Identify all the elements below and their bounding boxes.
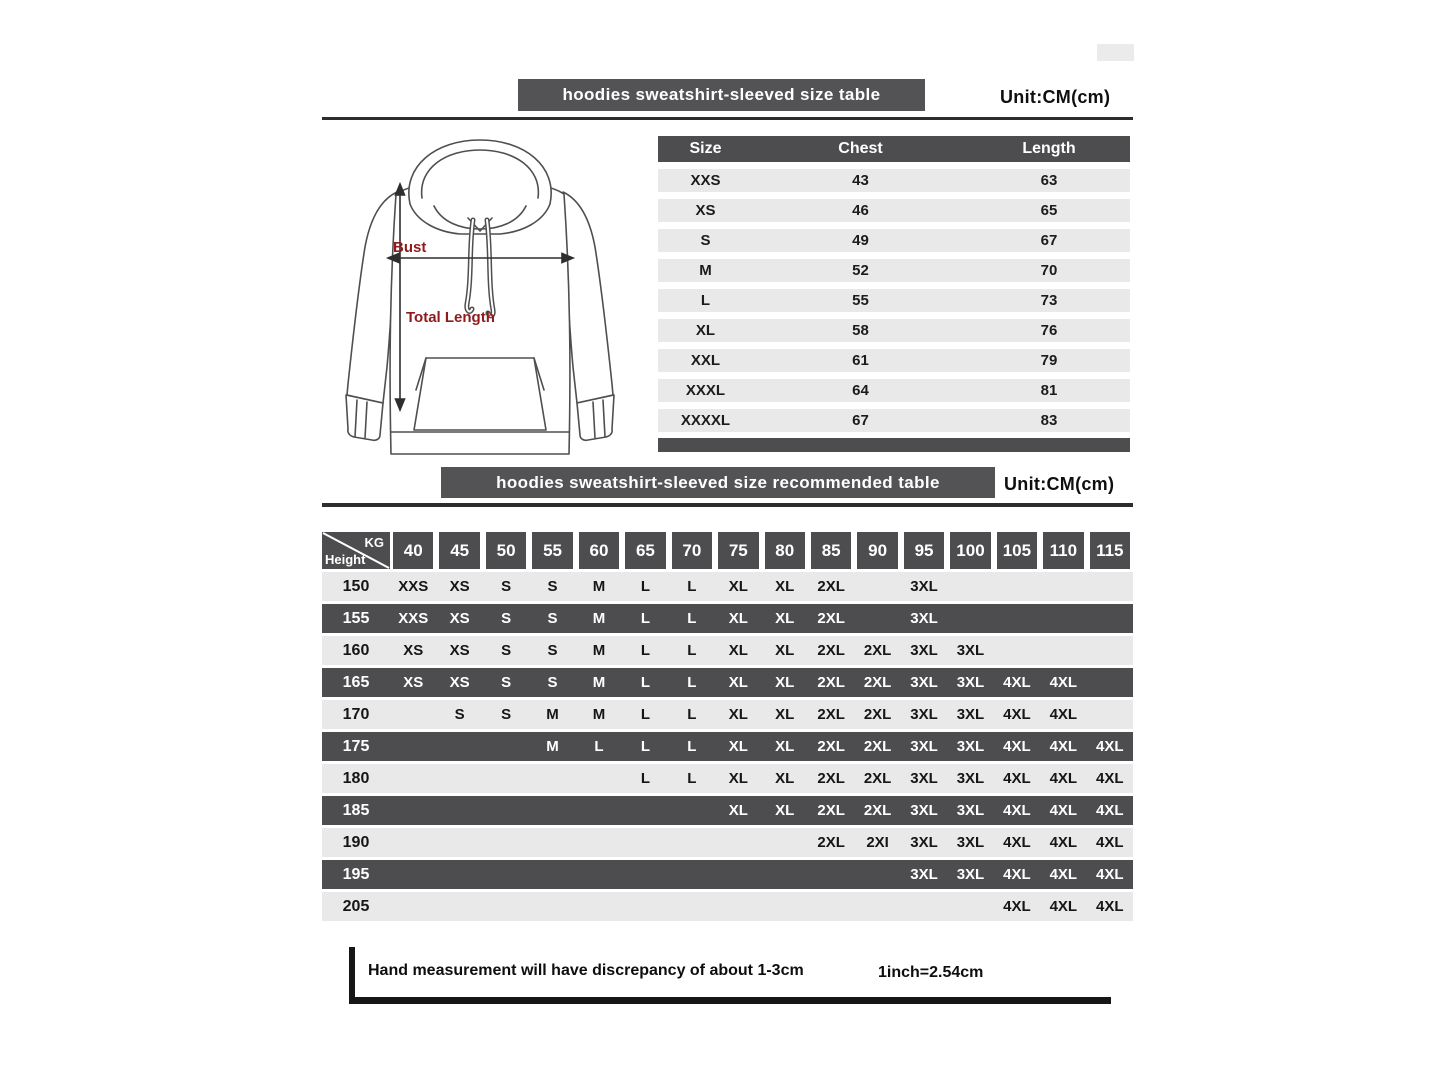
recommended-size-cell: XL (728, 770, 748, 787)
recommended-size-cell: 3XL (910, 674, 938, 691)
row-height-cell: 190 (342, 833, 370, 851)
recommended-size-cell: XL (775, 706, 795, 723)
weight-header-cell: 85 (811, 532, 851, 569)
recommended-size-cell: XL (775, 674, 795, 691)
weight-header-cell: 50 (486, 532, 526, 569)
chest-cell: 58 (852, 322, 869, 339)
recommended-size-cell: XL (728, 642, 748, 659)
recommended-row (322, 732, 1133, 761)
weight-header-cell: 115 (1090, 532, 1130, 569)
size-table-row (658, 229, 1130, 252)
size-cell: M (699, 262, 712, 279)
recommended-size-cell: 4XL (1049, 866, 1078, 883)
bust-label: Bust (393, 239, 427, 256)
chest-cell: 67 (852, 412, 869, 429)
size-table-row (658, 259, 1130, 282)
weight-header-cell: 95 (904, 532, 944, 569)
size-table-row (658, 409, 1130, 432)
size-cell: XXS (690, 172, 721, 189)
size-column-header: Size (689, 140, 722, 157)
recommended-row (322, 636, 1133, 665)
hoodie-pocket (414, 358, 546, 430)
recommended-size-cell: XS (449, 578, 470, 595)
recommended-size-cell: 4XL (1003, 770, 1031, 787)
recommended-size-cell: XXS (398, 578, 429, 595)
row-height-cell: 165 (342, 673, 370, 691)
chest-cell: 52 (852, 262, 869, 279)
recommended-size-cell: L (687, 738, 697, 755)
recommended-row (322, 860, 1133, 889)
recommended-size-cell: 3XL (910, 770, 938, 787)
weight-header-cell: 80 (765, 532, 805, 569)
footer-border-horizontal (349, 997, 1111, 1004)
recommended-size-cell: 4XL (1003, 706, 1031, 723)
length-cell: 65 (1040, 202, 1058, 219)
size-cell: XS (695, 202, 716, 219)
recommended-size-cell: L (687, 674, 697, 691)
weight-header-cell: 65 (625, 532, 665, 569)
recommended-size-cell: 3XL (956, 770, 985, 787)
row-height-cell: 195 (342, 865, 370, 883)
recommended-size-cell: 4XL (1049, 770, 1078, 787)
chest-cell: 55 (852, 292, 869, 309)
weight-header-cell: 75 (718, 532, 758, 569)
recommended-size-cell: XS (403, 674, 424, 691)
recommended-size-cell: XL (775, 578, 795, 595)
recommended-size-cell: L (640, 578, 650, 595)
recommended-size-cell: 4XL (1096, 770, 1124, 787)
recommended-size-cell: 4XL (1096, 802, 1124, 819)
recommended-size-cell: S (547, 642, 558, 659)
recommended-size-cell: 2XL (817, 674, 845, 691)
recommended-size-cell: 2XL (817, 802, 845, 819)
recommended-size-cell: 3XL (910, 834, 938, 851)
chest-cell: 61 (852, 352, 869, 369)
length-cell: 83 (1040, 412, 1058, 429)
length-column-header: Length (1022, 140, 1076, 157)
recommended-size-cell: 3XL (956, 674, 985, 691)
hoodie-measurement-diagram (330, 132, 630, 462)
weight-header-cell: 110 (1043, 532, 1083, 569)
recommended-size-cell: XL (728, 610, 748, 627)
footer-border-vertical (349, 947, 355, 1004)
recommended-size-cell: 4XL (1003, 802, 1031, 819)
weight-header-cell: 40 (393, 532, 433, 569)
kg-label: KG (364, 535, 384, 550)
size-cell: XXXXL (680, 412, 731, 429)
recommended-table-header (322, 532, 1133, 569)
recommended-size-cell: S (454, 706, 465, 723)
row-height-cell: 160 (342, 641, 370, 659)
recommended-row (322, 764, 1133, 793)
size-table-header (658, 136, 1130, 162)
recommended-table-body (322, 572, 1133, 921)
length-cell: 73 (1040, 292, 1058, 309)
row-height-cell: 170 (342, 705, 370, 723)
weight-header-cell: 100 (950, 532, 990, 569)
recommended-size-cell: 2XL (863, 770, 892, 787)
recommended-size-cell: 2XL (863, 738, 892, 755)
recommended-size-cell: 3XL (910, 610, 938, 627)
length-cell: 63 (1040, 172, 1058, 189)
recommended-row (322, 604, 1133, 633)
recommended-size-cell: L (640, 642, 650, 659)
recommended-table-unit-label: Unit:CM(cm) (1004, 474, 1115, 494)
recommended-size-cell: S (547, 578, 558, 595)
recommended-size-cell: L (687, 642, 697, 659)
recommended-size-cell: 4XL (1049, 834, 1078, 851)
chest-cell: 43 (852, 172, 869, 189)
size-cell: XXL (690, 352, 721, 369)
recommended-size-cell: L (687, 706, 697, 723)
recommended-size-cell: 4XL (1096, 898, 1124, 915)
size-table-row (658, 349, 1130, 372)
recommended-size-cell: XL (728, 802, 748, 819)
recommended-size-cell: S (501, 674, 512, 691)
recommended-size-cell: 2XL (863, 706, 892, 723)
inch-conversion-note: 1inch=2.54cm (878, 964, 984, 981)
recommended-size-cell: XL (775, 802, 795, 819)
weight-header-cell: 45 (439, 532, 479, 569)
hoodie-hood (409, 140, 551, 234)
recommended-size-cell: L (640, 770, 650, 787)
weight-header-cell: 55 (532, 532, 572, 569)
size-table (658, 136, 1130, 452)
recommended-size-cell: L (640, 706, 650, 723)
recommended-size-cell: 3XL (956, 866, 985, 883)
recommended-size-cell: M (592, 642, 606, 659)
length-cell: 81 (1040, 382, 1058, 399)
recommended-size-cell: 2XL (817, 642, 845, 659)
row-height-cell: 175 (342, 737, 370, 755)
measurement-discrepancy-note: Hand measurement will have discrepancy of about 1-3cm (368, 962, 804, 979)
row-height-cell: 155 (342, 609, 370, 627)
recommended-size-cell: XL (728, 674, 748, 691)
recommended-size-cell: XS (403, 642, 424, 659)
row-height-cell: 180 (342, 769, 370, 787)
recommended-size-cell: L (687, 578, 697, 595)
recommended-row (322, 892, 1133, 921)
weight-header-cell: 70 (672, 532, 712, 569)
length-cell: 76 (1040, 322, 1058, 339)
recommended-size-cell: M (546, 738, 559, 755)
recommended-size-cell: 4XL (1049, 674, 1078, 691)
recommended-size-cell: 3XL (956, 738, 985, 755)
recommended-size-cell: 4XL (1049, 898, 1078, 915)
recommended-size-cell: 3XL (910, 866, 938, 883)
recommended-size-cell: S (501, 706, 512, 723)
recommended-size-cell: XS (449, 642, 470, 659)
recommended-size-cell: S (501, 610, 512, 627)
recommended-size-cell: M (592, 610, 606, 627)
recommended-size-cell: 4XL (1096, 834, 1124, 851)
recommended-size-cell: 3XL (956, 802, 985, 819)
size-table-title: hoodies sweatshirt-sleeved size table (518, 79, 925, 111)
weight-header-cell: 90 (857, 532, 897, 569)
recommended-size-cell: 4XL (1049, 706, 1078, 723)
recommended-size-cell: 2XL (817, 834, 845, 851)
recommended-size-cell: L (594, 738, 604, 755)
recommended-size-cell: 3XL (910, 642, 938, 659)
recommended-size-cell: 4XL (1003, 898, 1031, 915)
recommended-size-cell: 4XL (1003, 834, 1031, 851)
length-cell: 79 (1040, 352, 1058, 369)
size-table-end-bar (658, 438, 1130, 452)
recommended-size-cell: XL (775, 642, 795, 659)
hoodie-left-sleeve (346, 192, 397, 440)
recommended-size-cell: 2XL (817, 610, 845, 627)
recommended-size-cell: XS (449, 610, 470, 627)
recommended-size-cell: 3XL (956, 642, 985, 659)
hoodie-right-sleeve (563, 192, 614, 440)
recommended-size-cell: XL (775, 610, 795, 627)
recommended-size-cell: XS (449, 674, 470, 691)
recommended-size-cell: S (501, 578, 512, 595)
size-table-row (658, 289, 1130, 312)
size-cell: XL (695, 322, 716, 339)
recommended-size-cell: XL (775, 770, 795, 787)
recommended-size-cell: 4XL (1049, 802, 1078, 819)
recommended-size-cell: 2XL (863, 674, 892, 691)
recommended-size-cell: S (501, 642, 512, 659)
recommended-size-cell: 4XL (1096, 738, 1124, 755)
recommended-size-cell: M (546, 706, 559, 723)
recommended-table (322, 532, 1133, 921)
size-table-row (658, 169, 1130, 192)
recommended-size-cell: 2XL (863, 642, 892, 659)
recommended-row (322, 700, 1133, 729)
size-table-body (658, 169, 1130, 432)
recommended-size-cell: XXS (398, 610, 429, 627)
recommended-row (322, 828, 1133, 857)
recommended-size-cell: 2XL (817, 770, 845, 787)
recommended-row (322, 572, 1133, 601)
recommended-size-cell: XL (728, 706, 748, 723)
recommended-size-cell: M (592, 674, 606, 691)
section-divider-top (322, 117, 1133, 120)
recommended-size-cell: L (640, 738, 650, 755)
section-divider-middle (322, 503, 1133, 507)
row-height-cell: 185 (342, 801, 370, 819)
kg-height-corner-cell (322, 532, 390, 569)
recommended-size-cell: S (547, 674, 558, 691)
size-table-unit-label: Unit:CM(cm) (1000, 87, 1111, 107)
recommended-size-cell: 3XL (910, 578, 938, 595)
size-table-row (658, 199, 1130, 222)
row-height-cell: 205 (342, 897, 370, 915)
recommended-size-cell: M (592, 578, 606, 595)
recommended-row (322, 796, 1133, 825)
recommended-size-cell: 4XL (1003, 738, 1031, 755)
chest-cell: 49 (852, 232, 869, 249)
recommended-size-cell: 2XL (817, 706, 845, 723)
recommended-size-cell: L (640, 610, 650, 627)
recommended-size-cell: L (687, 610, 697, 627)
size-cell: S (700, 232, 711, 249)
recommended-size-cell: 3XL (956, 834, 985, 851)
recommended-row (322, 668, 1133, 697)
chest-column-header: Chest (838, 140, 883, 157)
recommended-size-cell: XL (775, 738, 795, 755)
length-cell: 67 (1040, 232, 1058, 249)
row-height-cell: 150 (342, 577, 370, 595)
recommended-size-cell: XL (728, 578, 748, 595)
recommended-size-cell: 4XL (1096, 866, 1124, 883)
recommended-size-cell: 3XL (910, 738, 938, 755)
weight-header-cell: 105 (997, 532, 1037, 569)
recommended-size-cell: 3XL (910, 802, 938, 819)
size-table-row (658, 379, 1130, 402)
recommended-size-cell: 3XL (956, 706, 985, 723)
recommended-size-cell: L (687, 770, 697, 787)
recommended-table-title: hoodies sweatshirt-sleeved size recommended table (441, 467, 995, 498)
recommended-size-cell: 4XL (1049, 738, 1078, 755)
recommended-size-cell: 2XL (863, 802, 892, 819)
recommended-size-cell: 4XL (1003, 674, 1031, 691)
recommended-size-cell: 3XL (910, 706, 938, 723)
recommended-size-cell: 4XL (1003, 866, 1031, 883)
recommended-size-cell: M (592, 706, 606, 723)
recommended-size-cell: 2XL (817, 738, 845, 755)
recommended-size-cell: 2XL (817, 578, 845, 595)
size-table-row (658, 319, 1130, 342)
chest-cell: 46 (852, 202, 869, 219)
height-label: Height (325, 552, 366, 567)
size-cell: XXXL (685, 382, 726, 399)
recommended-size-cell: 2XI (866, 834, 889, 851)
chest-cell: 64 (852, 382, 869, 399)
recommended-size-cell: S (547, 610, 558, 627)
length-cell: 70 (1040, 262, 1058, 279)
scan-artifact (1097, 44, 1134, 61)
recommended-size-cell: XL (728, 738, 748, 755)
total-length-label: Total Length (406, 309, 495, 326)
size-cell: L (700, 292, 711, 309)
weight-header-cell: 60 (579, 532, 619, 569)
recommended-size-cell: L (640, 674, 650, 691)
